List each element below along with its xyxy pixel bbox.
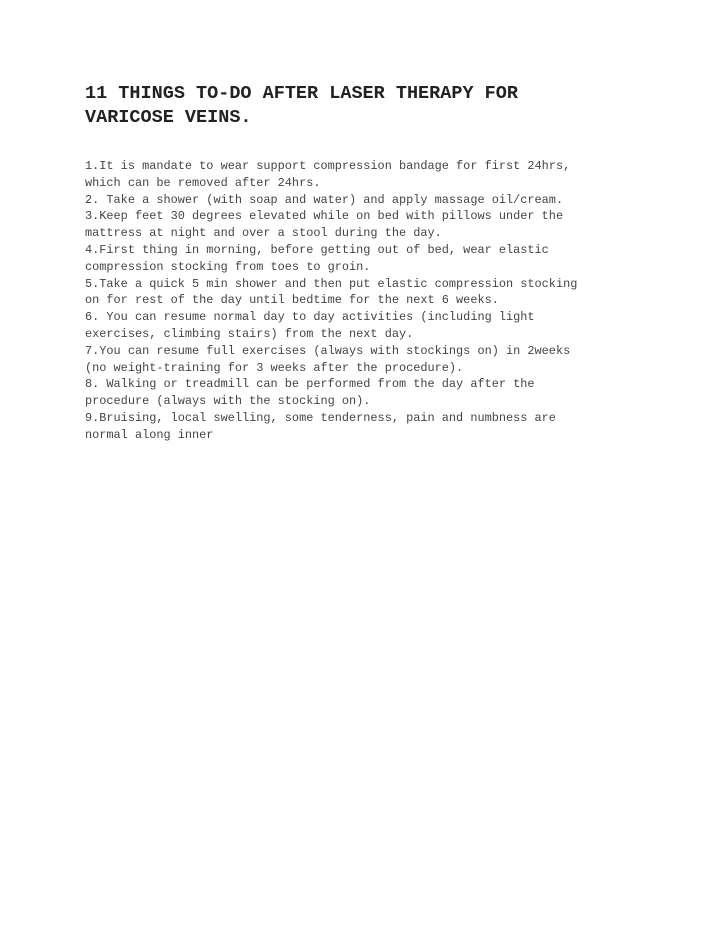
text-line: (no weight-training for 3 weeks after the procedure). (85, 360, 464, 375)
text-line: 6. You can resume normal day to day activities (including light (85, 310, 535, 325)
text-line: 7.You can resume full exercises (always with stockings on) in 2weeks (85, 343, 571, 358)
text-line: exercises, climbing stairs) from the next day. (85, 326, 414, 341)
text-line: which can be removed after 24hrs. (85, 175, 321, 190)
text-line: compression stocking from toes to groin. (85, 259, 371, 274)
text-line: mattress at night and over a stool during the day. (85, 226, 442, 241)
text-line: 8. Walking or treadmill can be performed from the day after the (85, 377, 535, 392)
text-line: 1.It is mandate to wear support compression bandage for first 24hrs, (85, 159, 571, 173)
text-line: on for rest of the day until bedtime for the next 6 weeks. (85, 293, 499, 308)
document-title: 11 THINGS TO-DO AFTER LASER THERAPY FOR VARICOSE VEINS. (85, 83, 518, 128)
text-line: 4.First thing in morning, before getting out of bed, wear elastic (85, 242, 549, 257)
instructions-text (85, 158, 685, 444)
text-line: 3.Keep feet 30 degrees elevated while on bed with pillows under the (85, 209, 564, 224)
text-line: 5.Take a quick 5 min shower and then put elastic compression stocking (85, 276, 578, 291)
text-line: procedure (always with the stocking on). (85, 394, 371, 409)
text-line: 2. Take a shower (with soap and water) and apply massage oil/cream. (85, 192, 564, 207)
text-line: 9.Bruising, local swelling, some tenderness, pain and numbness are (85, 410, 556, 425)
text-line: normal along inner (85, 427, 214, 442)
